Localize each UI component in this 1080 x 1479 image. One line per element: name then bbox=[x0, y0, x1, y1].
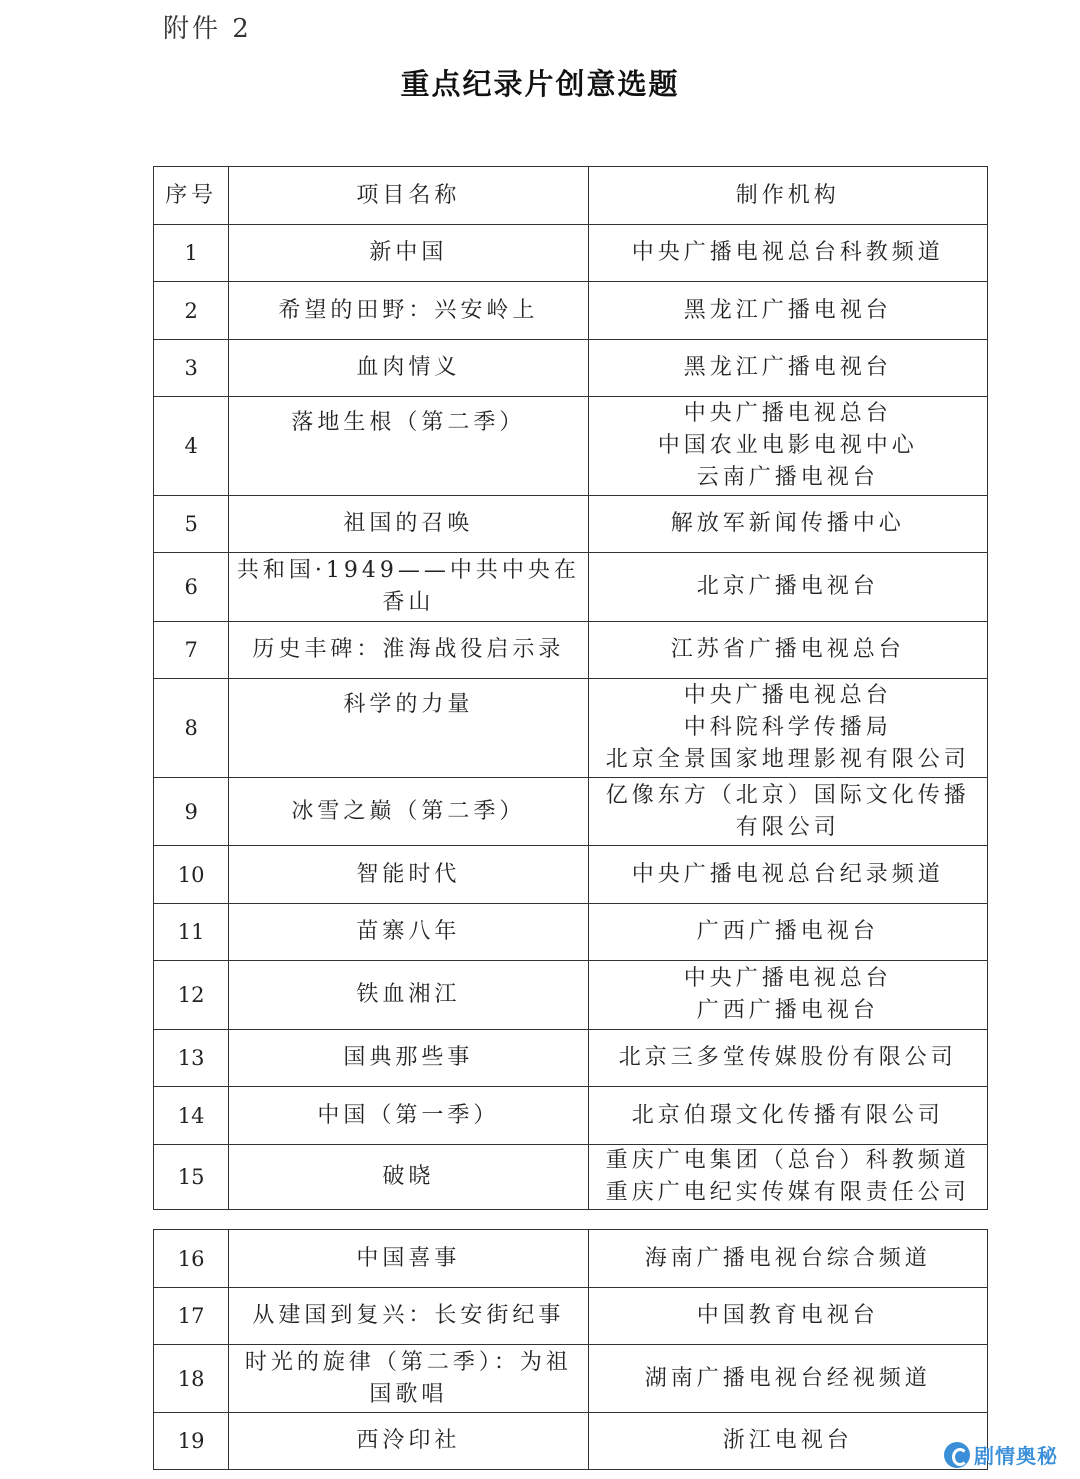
table-row bbox=[154, 778, 988, 846]
project-name: 历史丰碑：淮海战役启示录 bbox=[229, 622, 588, 679]
row-number: 16 bbox=[154, 1230, 229, 1288]
row-number: 1 bbox=[154, 225, 229, 282]
row-number: 13 bbox=[154, 1030, 229, 1087]
row-number: 8 bbox=[154, 679, 229, 778]
table-row bbox=[154, 1087, 988, 1145]
table-row bbox=[154, 904, 988, 961]
table-row bbox=[154, 225, 988, 282]
project-name: 西泠印社 bbox=[229, 1413, 588, 1470]
producer: 解放军新闻传播中心 bbox=[588, 496, 987, 553]
table-row bbox=[154, 282, 988, 340]
producer: 黑龙江广播电视台 bbox=[588, 282, 987, 340]
table-header-row bbox=[154, 167, 988, 225]
table-row bbox=[154, 622, 988, 679]
producer-line: 中央广播电视总台 bbox=[683, 966, 892, 991]
table-row bbox=[154, 1030, 988, 1087]
producer: 广西广播电视台 bbox=[588, 904, 987, 961]
project-name: 苗寨八年 bbox=[229, 904, 588, 961]
topics-table-part2 bbox=[153, 1229, 988, 1470]
producer: 北京广播电视台 bbox=[588, 553, 987, 622]
project-name: 新中国 bbox=[229, 225, 588, 282]
producer: 中国教育电视台 bbox=[588, 1288, 987, 1345]
table-row bbox=[154, 340, 988, 397]
producer bbox=[588, 961, 987, 1030]
project-name: 破晓 bbox=[229, 1145, 588, 1210]
producer-line: 重庆广电集团（总台）科教频道 bbox=[605, 1148, 970, 1173]
project-name: 共和国·1949——中共中央在香山 bbox=[229, 553, 588, 622]
project-name: 从建国到复兴：长安街纪事 bbox=[229, 1288, 588, 1345]
row-number: 3 bbox=[154, 340, 229, 397]
project-name: 落地生根（第二季） bbox=[229, 397, 588, 496]
producer: 黑龙江广播电视台 bbox=[588, 340, 987, 397]
producer: 亿像东方（北京）国际文化传播有限公司 bbox=[588, 778, 987, 846]
project-name: 希望的田野：兴安岭上 bbox=[229, 282, 588, 340]
project-name: 血肉情义 bbox=[229, 340, 588, 397]
producer bbox=[588, 1145, 987, 1210]
watermark-logo-icon bbox=[944, 1442, 970, 1468]
watermark-text: 剧情奥秘 bbox=[974, 1444, 1058, 1468]
row-number: 19 bbox=[154, 1413, 229, 1470]
row-number: 7 bbox=[154, 622, 229, 679]
table-row bbox=[154, 1288, 988, 1345]
row-number: 14 bbox=[154, 1087, 229, 1145]
topics-table-part1 bbox=[153, 166, 988, 1210]
header-number: 序号 bbox=[154, 167, 229, 225]
project-name: 祖国的召唤 bbox=[229, 496, 588, 553]
project-name: 智能时代 bbox=[229, 846, 588, 904]
table-row bbox=[154, 679, 988, 778]
row-number: 15 bbox=[154, 1145, 229, 1210]
producer-line: 中科院科学传播局 bbox=[683, 715, 892, 740]
producer bbox=[588, 679, 987, 778]
table-row bbox=[154, 1413, 988, 1470]
row-number: 18 bbox=[154, 1345, 229, 1413]
row-number: 17 bbox=[154, 1288, 229, 1345]
table-row bbox=[154, 1230, 988, 1288]
row-number: 10 bbox=[154, 846, 229, 904]
row-number: 9 bbox=[154, 778, 229, 846]
project-name: 科学的力量 bbox=[229, 679, 588, 778]
header-project-name: 项目名称 bbox=[229, 167, 588, 225]
row-number: 6 bbox=[154, 553, 229, 622]
project-name: 冰雪之巅（第二季） bbox=[229, 778, 588, 846]
producer: 湖南广播电视台经视频道 bbox=[588, 1345, 987, 1413]
table-row bbox=[154, 1345, 988, 1413]
row-number: 11 bbox=[154, 904, 229, 961]
row-number: 4 bbox=[154, 397, 229, 496]
producer-line: 广西广播电视台 bbox=[696, 998, 879, 1023]
producer bbox=[588, 397, 987, 496]
producer: 中央广播电视总台科教频道 bbox=[588, 225, 987, 282]
table-row bbox=[154, 496, 988, 553]
producer-line: 重庆广电纪实传媒有限责任公司 bbox=[605, 1180, 970, 1205]
table-row bbox=[154, 553, 988, 622]
producer: 北京伯璟文化传播有限公司 bbox=[588, 1087, 987, 1145]
table-row bbox=[154, 961, 988, 1030]
producer: 中央广播电视总台纪录频道 bbox=[588, 846, 987, 904]
producer: 江苏省广播电视总台 bbox=[588, 622, 987, 679]
project-name: 国典那些事 bbox=[229, 1030, 588, 1087]
project-name: 中国喜事 bbox=[229, 1230, 588, 1288]
watermark bbox=[944, 1440, 1058, 1469]
table-row bbox=[154, 846, 988, 904]
producer-line: 中国农业电影电视中心 bbox=[657, 433, 918, 458]
producer: 浙江电视台 bbox=[588, 1413, 987, 1470]
table-row bbox=[154, 1145, 988, 1210]
producer: 北京三多堂传媒股份有限公司 bbox=[588, 1030, 987, 1087]
row-number: 12 bbox=[154, 961, 229, 1030]
producer-line: 中央广播电视总台 bbox=[683, 683, 892, 708]
producer-line: 中央广播电视总台 bbox=[683, 401, 892, 426]
table-row bbox=[154, 397, 988, 496]
project-name: 时光的旋律（第二季）：为祖国歌唱 bbox=[229, 1345, 588, 1413]
project-name: 铁血湘江 bbox=[229, 961, 588, 1030]
header-producer: 制作机构 bbox=[588, 167, 987, 225]
producer-line: 云南广播电视台 bbox=[696, 465, 879, 490]
project-name: 中国（第一季） bbox=[229, 1087, 588, 1145]
attachment-label: 附件 2 bbox=[163, 14, 252, 44]
row-number: 5 bbox=[154, 496, 229, 553]
producer: 海南广播电视台综合频道 bbox=[588, 1230, 987, 1288]
document-title: 重点纪录片创意选题 bbox=[400, 67, 680, 101]
producer-line: 北京全景国家地理影视有限公司 bbox=[605, 747, 970, 772]
row-number: 2 bbox=[154, 282, 229, 340]
